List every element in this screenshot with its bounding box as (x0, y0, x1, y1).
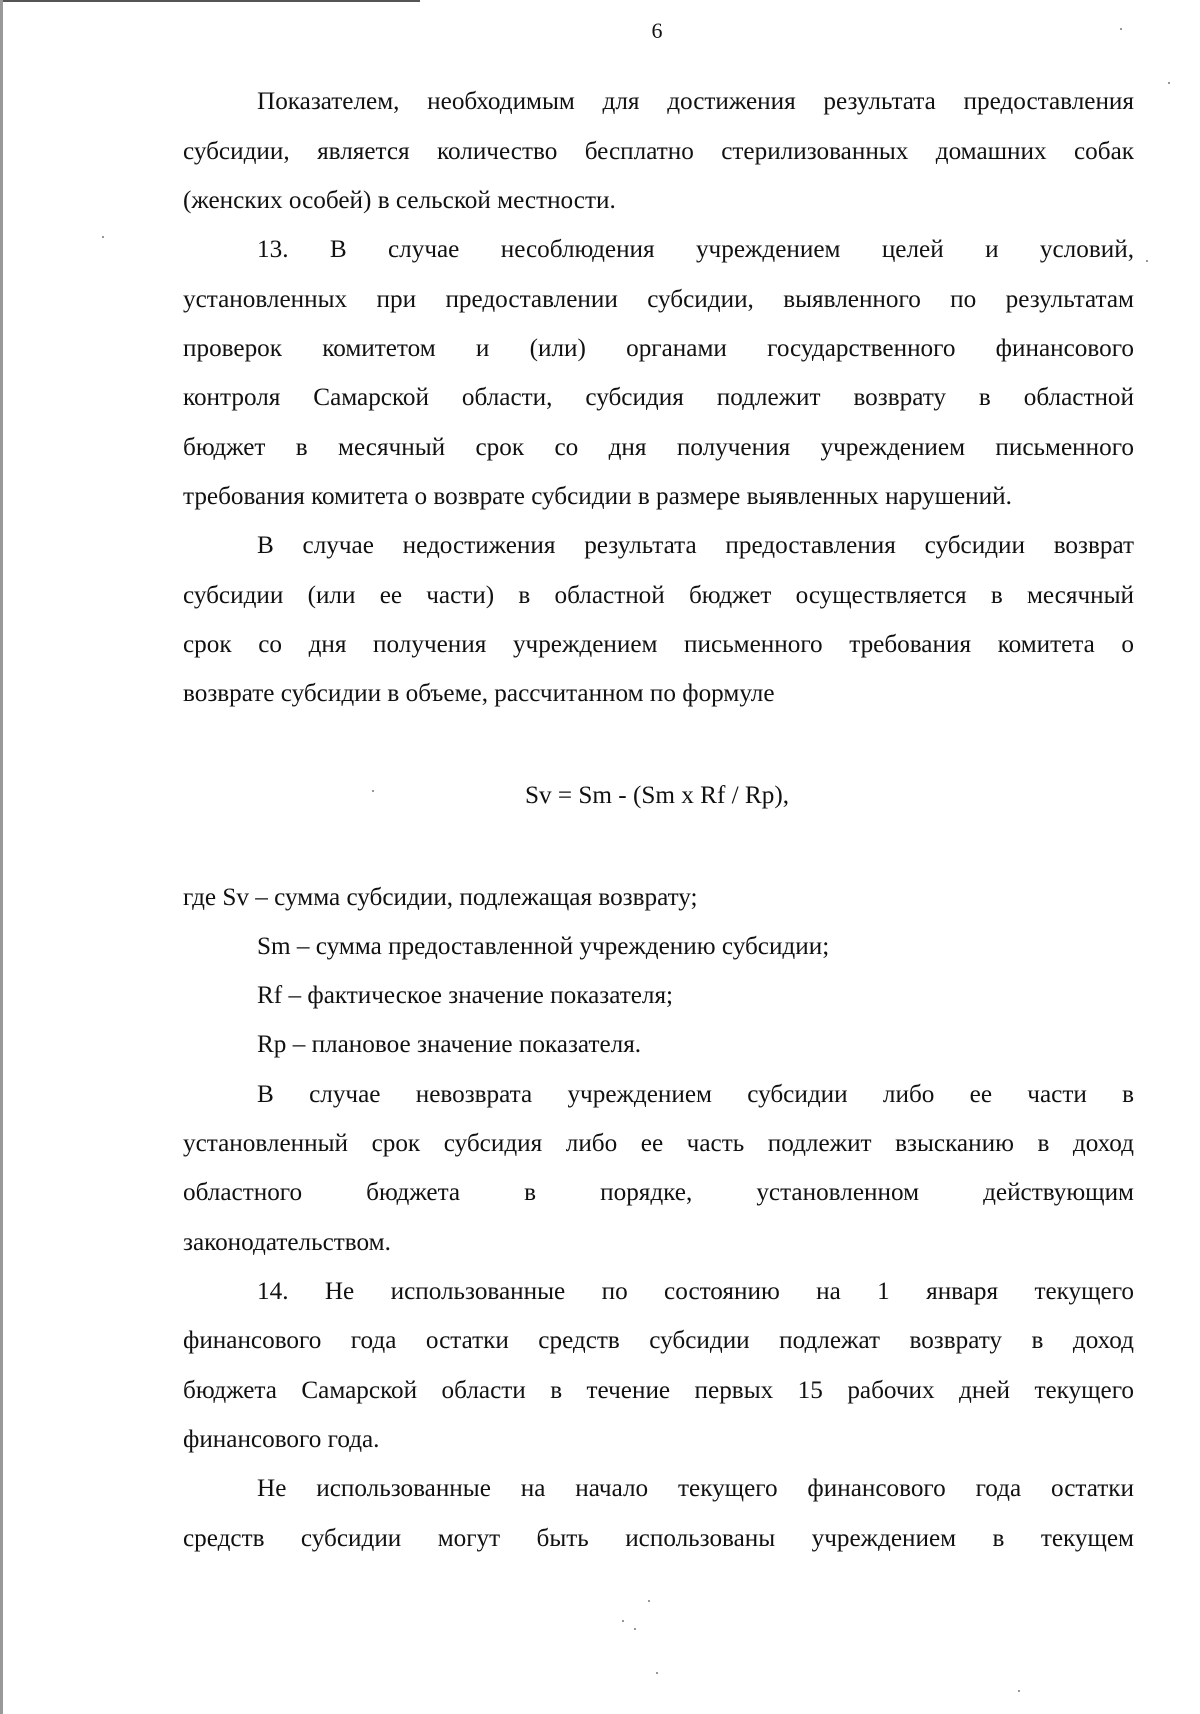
scan-speck (372, 790, 374, 792)
para-3-line-1: В случае недостижения результата предоставления субсидии возврат (257, 532, 1134, 559)
para-1-line-1: Показателем, необходимым для достижения результата предоставления (257, 88, 1134, 115)
para-6-line-1: Не использованные на начало текущего финансового года остатки (257, 1475, 1134, 1502)
scan-speck (102, 236, 104, 238)
para-2-line-3: проверок комитетом и (или) органами государственного финансового (183, 335, 1134, 362)
para-2-line-1: 13. В случае несоблюдения учреждением целей и условий, (257, 236, 1134, 263)
scan-speck (634, 1628, 636, 1630)
definition-rp: Rp – плановое значение показателя. (257, 1031, 642, 1058)
para-2-line-6: требования комитета о возврате субсидии в размере выявленных нарушений. (183, 483, 1012, 510)
definition-rf: Rf – фактическое значение показателя; (257, 982, 674, 1009)
para-2-line-5: бюджет в месячный срок со дня получения учреждением письменного (183, 434, 1134, 461)
scan-speck (622, 1620, 624, 1622)
para-4-line-1: В случае невозврата учреждением субсидии либо ее части в (257, 1081, 1134, 1108)
para-3-line-4: возврате субсидии в объеме, рассчитанном по формуле (183, 680, 775, 707)
formula: Sv = Sm - (Sm x Rf / Rp), (524, 782, 789, 809)
para-4-line-3: областного бюджета в порядке, установленном действующим (183, 1179, 1134, 1206)
scan-left-edge (0, 0, 3, 1714)
definition-sm: Sm – сумма предоставленной учреждению субсидии; (257, 933, 830, 960)
para-3-line-3: срок со дня получения учреждением письменного требования комитета о (183, 631, 1134, 658)
para-5-line-2: финансового года остатки средств субсидии подлежат возврату в доход (183, 1327, 1134, 1354)
page-number: 6 (651, 18, 663, 43)
definition-sv: где Sv – сумма субсидии, подлежащая возврату; (183, 884, 698, 911)
scan-top-rule (0, 0, 420, 2)
scan-speck (1146, 260, 1148, 262)
scan-speck (1120, 28, 1122, 30)
para-1-line-2: субсидии, является количество бесплатно стерилизованных домашних собак (183, 138, 1134, 165)
para-5-line-4: финансового года. (183, 1426, 380, 1453)
para-6-line-2: средств субсидии могут быть использованы учреждением в текущем (183, 1525, 1134, 1552)
para-2-line-2: установленных при предоставлении субсидии, выявленного по результатам (183, 286, 1134, 313)
scan-speck (656, 1672, 658, 1674)
scan-speck (648, 1600, 650, 1602)
scan-speck (1168, 82, 1170, 84)
scan-speck (1018, 1690, 1020, 1692)
para-5-line-1: 14. Не использованные по состоянию на 1 января текущего (257, 1278, 1134, 1305)
para-4-line-2: установленный срок субсидия либо ее часть подлежит взысканию в доход (183, 1130, 1134, 1157)
para-3-line-2: субсидии (или ее части) в областной бюджет осуществляется в месячный (183, 582, 1134, 609)
para-1-line-3: (женских особей) в сельской местности. (183, 187, 616, 214)
para-5-line-3: бюджета Самарской области в течение первых 15 рабочих дней текущего (183, 1377, 1134, 1404)
para-4-line-4: законодательством. (183, 1229, 391, 1256)
para-2-line-4: контроля Самарской области, субсидия подлежит возврату в областной (183, 384, 1134, 411)
